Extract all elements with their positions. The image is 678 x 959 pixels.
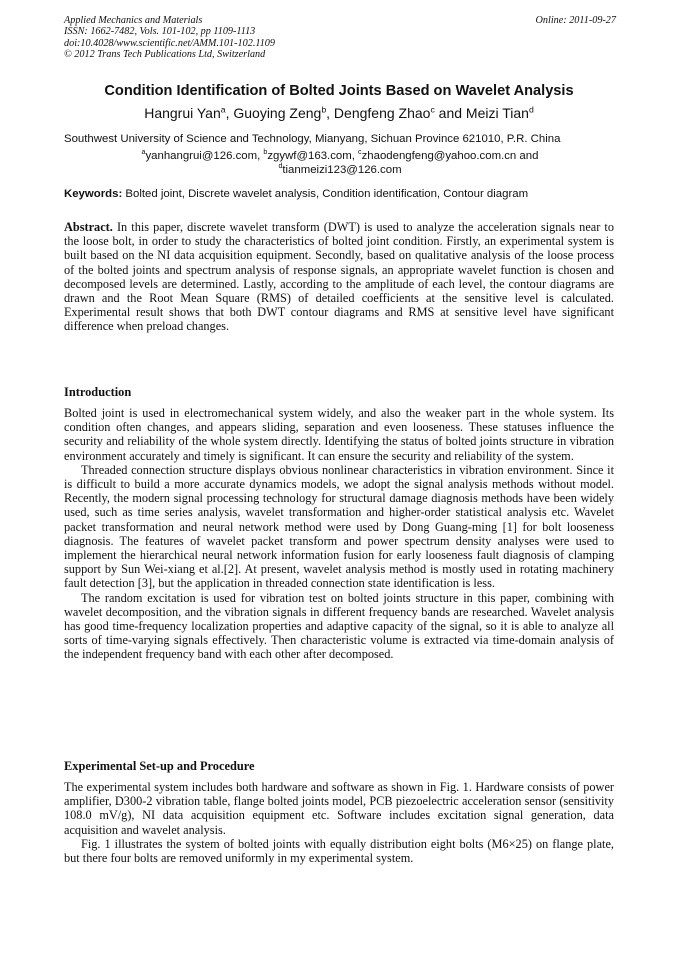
journal-header [64,15,616,61]
online-date: Online: 2011-09-27 [535,15,616,26]
section-heading-experimental: Experimental Set-up and Procedure [64,759,255,773]
paper-title: Condition Identification of Bolted Joints Based on Wavelet Analysis [104,83,574,99]
paragraph: The random excitation is used for vibration test on bolted joints structure in this paper, combining with wavelet decomposition, and the vibration signals in different frequency bands are researched. Wavelet analysis has good time-frequency localization properties and adaptive capacity of the signal, so it is able to analyze all sorts of time-varying signals effectively. Then characteristic volume is extracted via time-domain analysis of the independent frequency band with each other after decomposed. [64,590,614,662]
email-mark: b [263,149,268,157]
paragraph: Threaded connection structure displays obvious nonlinear characteristics in vibration environment. Since it is difficult to build a more accurate dynamics models, we adopt the signal analysis methods without model. Recently, the modern signal processing technology for structural damage diagnosis methods have been widely used, such as time series analysis, wavelet transformation and higher-order statistical analysis etc. Wavelet packet transformation and neural network method were used by Dong Guang-ming [1] for bolt looseness diagnosis. The features of wavelet packet transform and power spectrum density analyses were used to implement the hierarchical neural network information fusion for early looseness fault diagnosis of clamping support by Sun Wei-xiang et al.[2]. At present, wavelet analysis method is mostly used in rotating machinery fault detection [3], but the application in threaded connection state identification is less. [64,462,614,591]
author-name: , Guoying Zeng [225,105,322,121]
email-address: zgywf@163.com, [267,150,359,162]
paragraph: Bolted joint is used in electromechanical system widely, and also the weaker part in the whole system. Its condition often changes, and appears sliding, separation and even looseness. These statuses influence the security and reliability of the whole system directly. Identifying the status of bolted joints structure in vibration environment accurately and timely is significant. It can ensure the security and reliability of the system. [64,406,614,463]
experimental-body [64,780,614,865]
email-mark: a [141,149,146,157]
issn-line: ISSN: 1662-7482, Vols. 101-102, pp 1109-1113 [64,26,256,38]
doi-line: doi:10.4028/www.scientific.net/AMM.101-102.1109 [64,37,275,49]
author-mark: d [528,104,534,115]
author-mark: b [321,104,327,115]
email-address: yanhangrui@126.com, [145,150,264,162]
keywords-text: Bolted joint, Discrete wavelet analysis, Condition identification, Contour diagram [122,188,529,200]
author-mark: c [430,104,435,115]
paragraph: The experimental system includes both hardware and software as shown in Fig. 1. Hardware consists of power amplifier, D300-2 vibration table, flange bolted joints model, PCB piezoelectric acceleration sensor (sensitivity 108.0 mV/g), NI data acquisition equipment etc. Software includes excitation signal generation, data acquisition and wavelet analysis. [64,780,614,837]
keywords [64,188,624,200]
email-mark: d [278,162,283,170]
author-name: Hangrui Yan [144,105,221,121]
introduction-body [64,406,614,662]
abstract-text: In this paper, discrete wavelet transform (DWT) is used to analyze the acceleration signals near to the loose bolt, in order to study the characteristics of bolted joint condition. Firstly, an experimental system is built based on the NI data acquisition equipment. Secondly, based on qualitative analysis of the loose process of the bolted joints and spectrum analysis of response signals, an appropriate wavelet function is chosen and decomposed levels are determined. Lastly, according to the amplitude of each level, the contour diagrams are drawn and the Root Mean Square (RMS) of detailed coefficients at the sensitive level is calculated. Experimental result shows that both DWT contour diagrams and RMS at sensitive level have significant difference when preload changes. [64,220,614,334]
email-line [64,164,616,178]
author-emails [64,150,616,177]
keywords-label: Keywords: [64,188,123,200]
abstract [64,220,614,334]
email-address: zhaodengfeng@yahoo.com.cn and [361,150,539,162]
journal-name: Applied Mechanics and Materials [64,15,203,26]
abstract-label: Abstract. [64,220,113,234]
author-name: and Meizi Tian [434,105,529,121]
email-line [64,150,616,164]
email-address: tianmeizi123@126.com [282,163,402,176]
email-mark: c [358,149,362,157]
section-heading-introduction: Introduction [64,385,132,399]
affiliation: Southwest University of Science and Technology, Mianyang, Sichuan Province 621010, P.R. China [64,133,561,145]
author-name: , Dengfeng Zhao [326,105,431,121]
paragraph: Fig. 1 illustrates the system of bolted joints with equally distribution eight bolts (M6×25) on flange plate, but there four bolts are removed uniformly in my experimental system. [64,836,614,866]
author-mark: a [220,104,226,115]
author-list [30,105,648,121]
copyright-line: © 2012 Trans Tech Publications Ltd, Switzerland [64,49,266,61]
